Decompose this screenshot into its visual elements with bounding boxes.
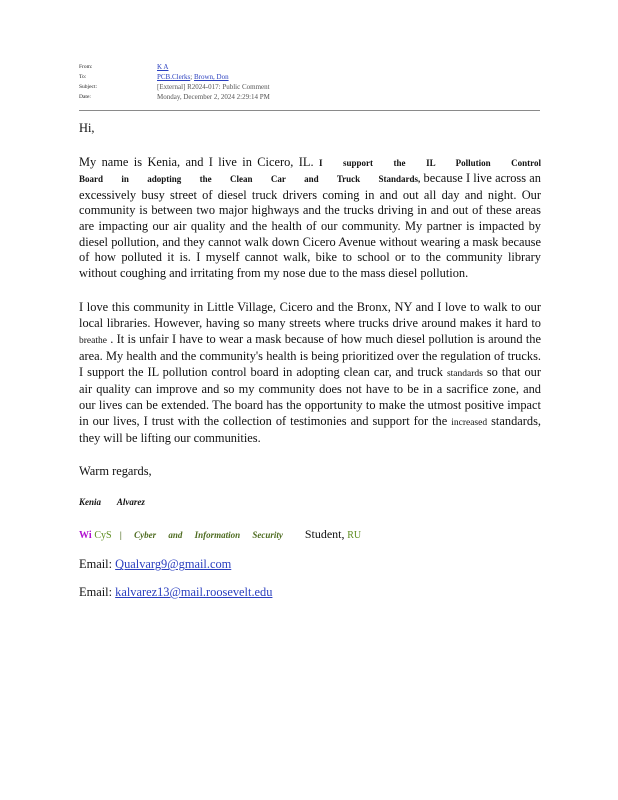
signature-title <box>79 527 541 544</box>
paragraph-1 <box>79 155 541 282</box>
email-label-2: Email: <box>79 585 116 600</box>
date-label: Date: <box>79 94 91 100</box>
email-header <box>79 62 539 102</box>
from-link[interactable]: K A <box>157 63 169 71</box>
sig-cyber: | Cyber and Information Security <box>119 529 283 540</box>
p1-rest: because I live across an excessively busy street of diesel truck drivers coming in and out all day and night. Our community is between two major highways and the trucks driving in and out of these areas are impacting our air quality and the health of our community. My partner is impacted by diesel pollution, and they cannot walk down Cicero Avenue without wearing a mask because of how polluted it is. I myself cannot walk, bike to school or to the community library without coughing and irritating from my nose due to the mass diesel pollution. <box>79 171 541 280</box>
to-link-brown[interactable]: Brown, Don <box>193 73 229 81</box>
greeting: Hi, <box>79 121 95 135</box>
subject-row <box>79 82 539 92</box>
p2-increased: increased <box>451 417 488 428</box>
p2-standards: standards <box>446 368 483 379</box>
paragraph-2 <box>79 300 541 446</box>
email-link-gmail[interactable]: Qualvarg9@gmail.com <box>115 557 232 572</box>
signature-name: Kenia Alvarez <box>79 497 145 508</box>
date-value: Monday, December 2, 2024 2:29:14 PM <box>157 93 270 101</box>
p2-part-d: standards, they will be lifting our communities. <box>79 413 542 446</box>
closing: Warm regards, <box>79 463 152 478</box>
p2-part-b: . It is unfair I have to wear a mask because of how much diesel pollution is around the area. My health and the community's health is being prioritized over the regulation of trucks. I support the IL pollution control board in adopting clean car, and truck <box>79 331 541 379</box>
email-link-roosevelt[interactable]: kalvarez13@mail.roosevelt.edu <box>115 585 273 600</box>
sig-ru: RU <box>347 529 362 541</box>
from-row <box>79 62 539 72</box>
subject-label: Subject: <box>79 84 98 90</box>
p2-part-c: so that our air quality can improve and so my community does not have to be in a sacrifice zone, and our lives can be extended. The board has the opportunity to make the utmost positive impact in our lives, I trust with the collection of testimonies and support for the <box>79 364 541 428</box>
subject-value: [External] R2024-017: Public Comment <box>157 83 270 91</box>
date-row <box>79 92 539 102</box>
email-line-2 <box>79 585 541 601</box>
email-line-1 <box>79 557 541 573</box>
email-body <box>79 121 541 601</box>
to-row <box>79 72 539 82</box>
sig-cys: CyS <box>94 529 112 541</box>
p2-breathe: breathe <box>79 335 107 346</box>
p2-part-a: I love this community in Little Village, Cicero and the Bronx, NY and I love to walk to our local libraries. However, having so many streets where trucks drive around makes it hard to <box>79 300 541 330</box>
to-separator: ; <box>190 73 194 81</box>
p1-support: I support the IL Pollution Control Board in adopting the Clean Car and Truck Standards, <box>79 157 541 185</box>
from-label: From: <box>79 64 93 70</box>
p1-intro: My name is Kenia, and I live in Cicero, IL. <box>79 154 319 169</box>
header-divider <box>79 110 540 111</box>
sig-student: Student, <box>304 526 345 541</box>
to-link-clerks[interactable]: PCB.Clerks <box>157 73 191 81</box>
email-label-1: Email: <box>79 557 116 572</box>
sig-wi: Wi <box>79 529 92 541</box>
to-label: To: <box>79 74 87 80</box>
